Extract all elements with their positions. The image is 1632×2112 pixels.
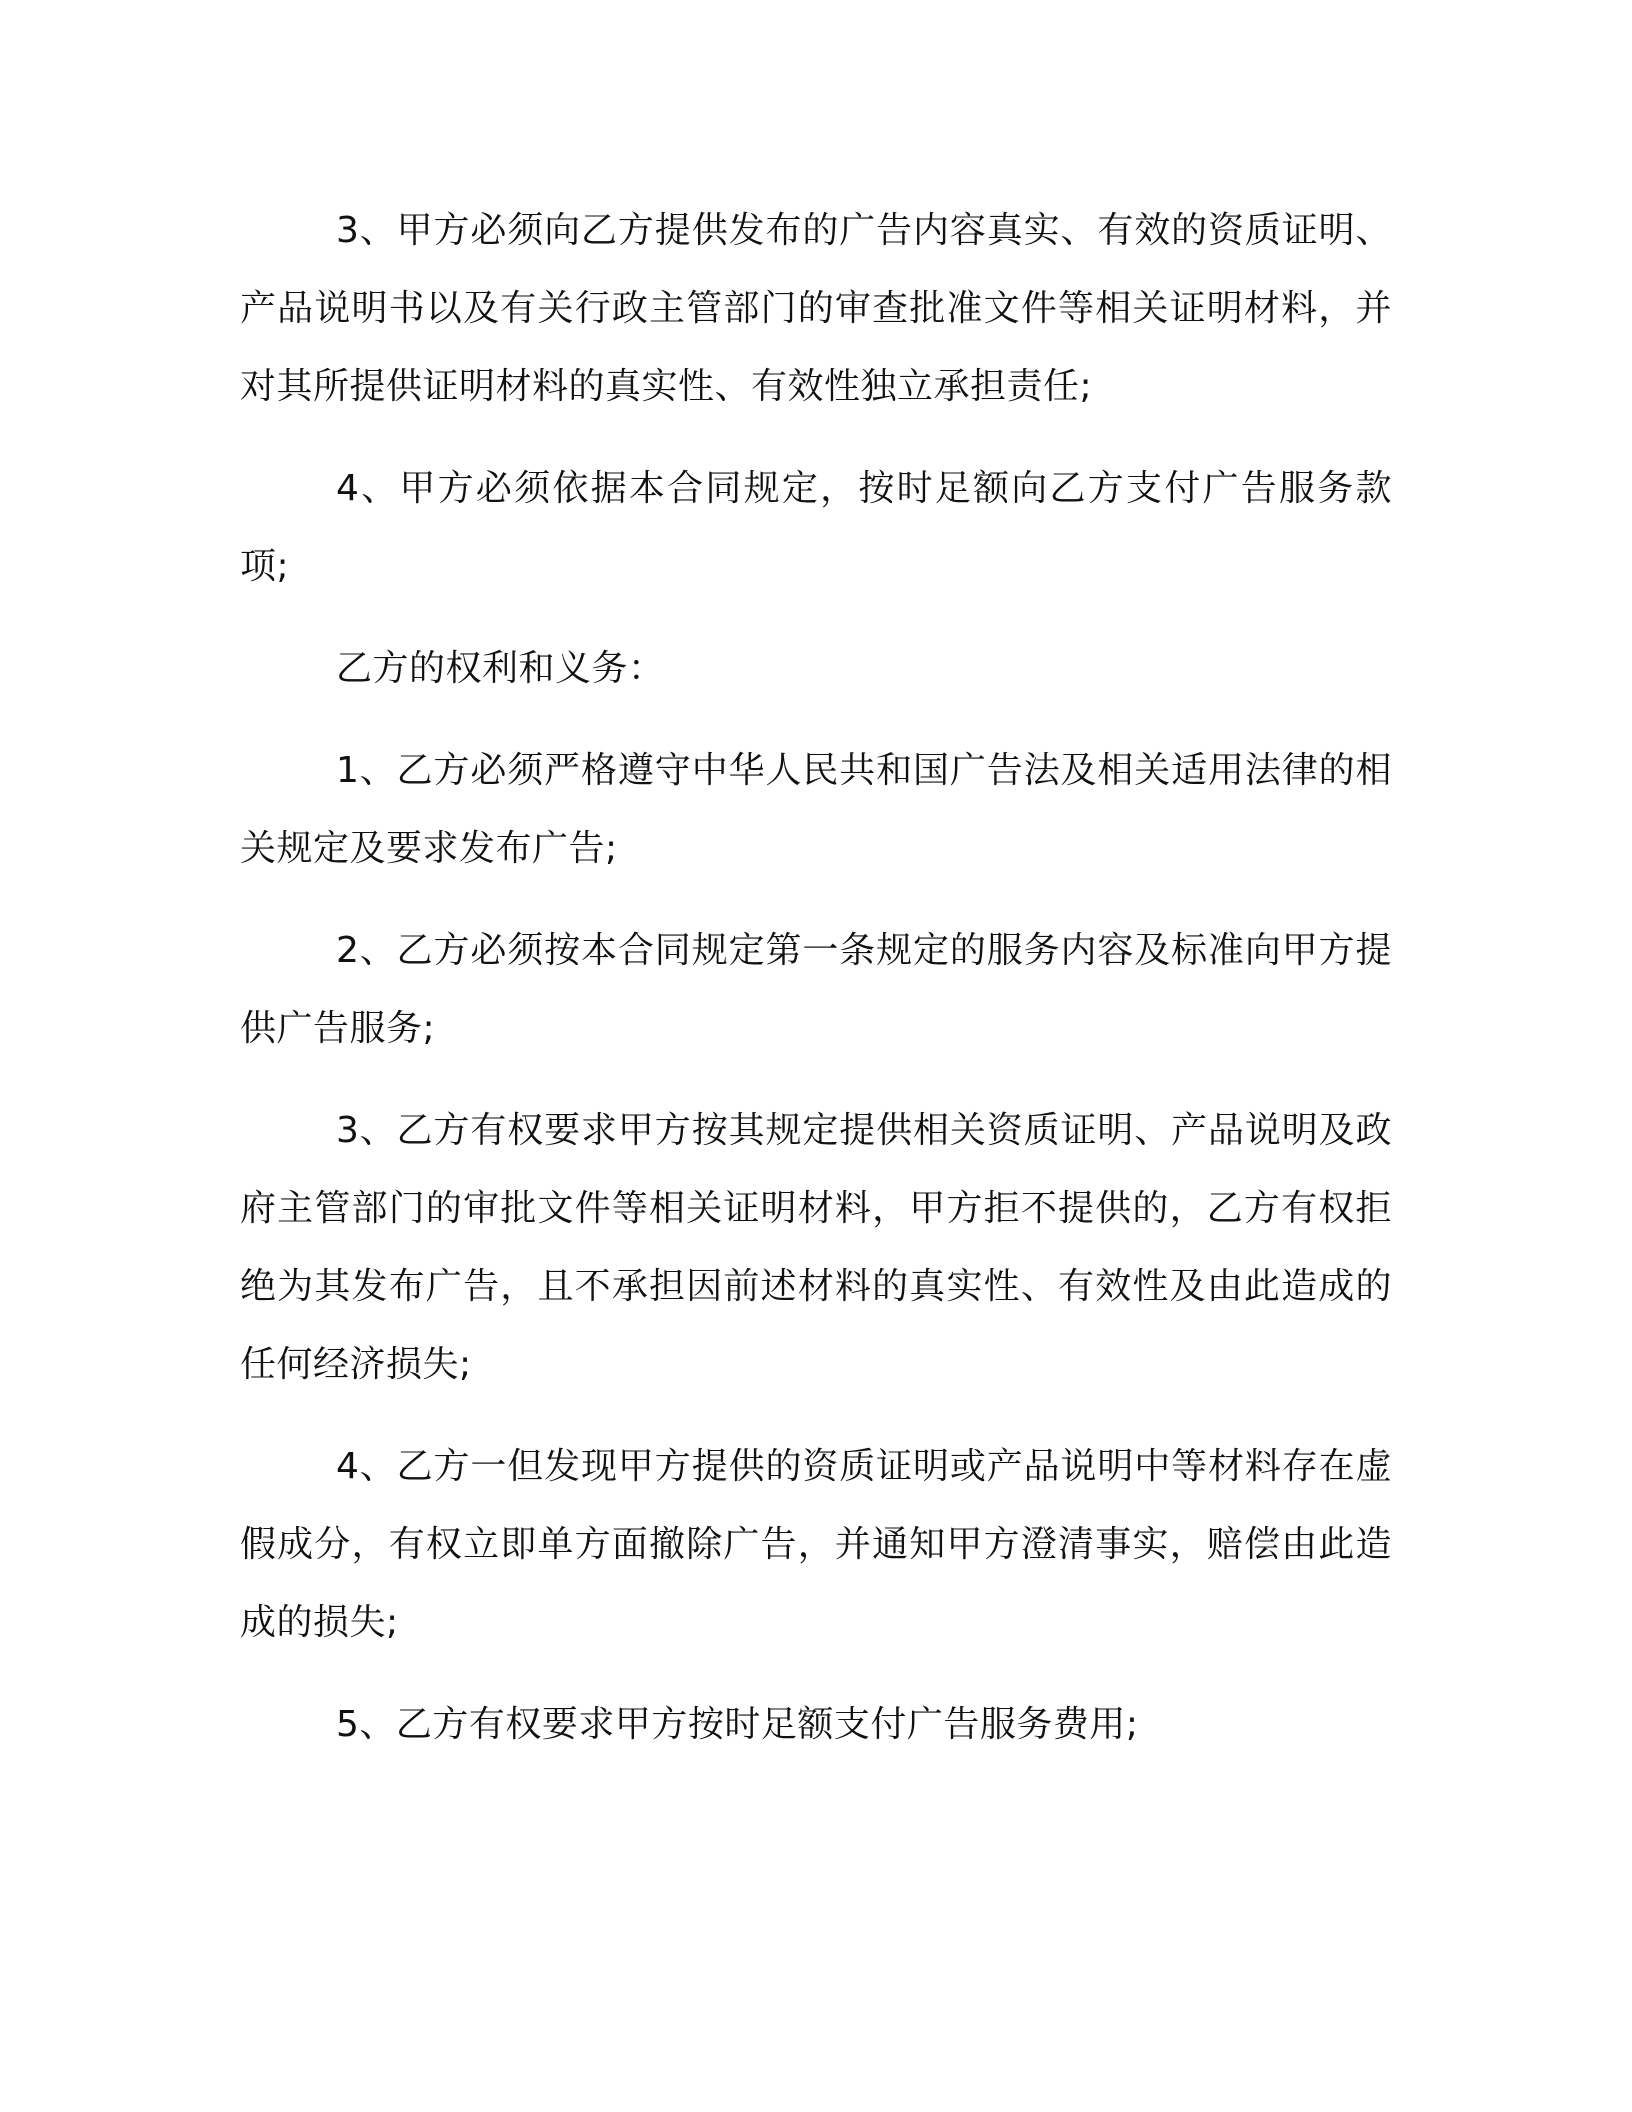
paragraph-party-b-clause-1: 1、乙方必须严格遵守中华人民共和国广告法及相关适用法律的相关规定及要求发布广告; [240,750,1392,869]
paragraph-party-a-clause-3: 3、甲方必须向乙方提供发布的广告内容真实、有效的资质证明、产品说明书以及有关行政主管部门的审查批准文件等相关证明材料，并对其所提供证明材料的真实性、有效性独立承担责任; [240,210,1392,407]
paragraph-party-b-clause-2: 2、乙方必须按本合同规定第一条规定的服务内容及标准向甲方提供广告服务; [240,930,1392,1049]
document-body [240,192,1392,1788]
paragraph-party-b-clause-5: 5、乙方有权要求甲方按时足额支付广告服务费用; [336,1704,1139,1745]
paragraph-party-b-clause-4: 4、乙方一但发现甲方提供的资质证明或产品说明中等材料存在虚假成分，有权立即单方面撤除广告，并通知甲方澄清事实，赔偿由此造成的损失; [240,1446,1392,1643]
section-heading-party-b-rights: 乙方的权利和义务： [336,648,665,689]
paragraph-party-b-clause-3: 3、乙方有权要求甲方按其规定提供相关资质证明、产品说明及政府主管部门的审批文件等相关证明材料，甲方拒不提供的，乙方有权拒绝为其发布广告，且不承担因前述材料的真实性、有效性及由此造成的任何经济损失; [240,1110,1392,1385]
paragraph-party-a-clause-4: 4、甲方必须依据本合同规定，按时足额向乙方支付广告服务款项; [240,468,1392,587]
